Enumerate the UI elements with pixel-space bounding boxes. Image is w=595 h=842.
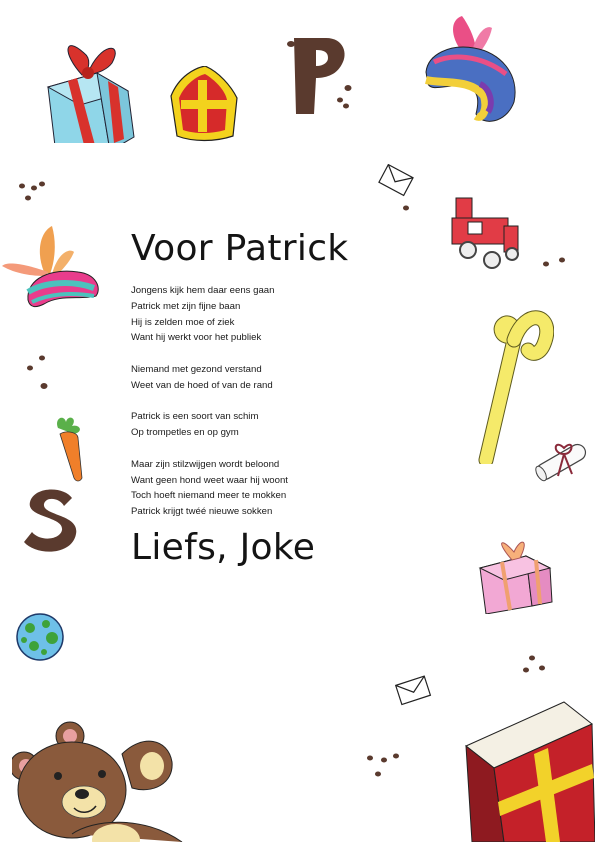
scroll-icon	[528, 436, 594, 488]
poem-line: Jongens kijk hem daar eens gaan	[131, 285, 275, 296]
stanza-4	[131, 457, 391, 520]
poem-line: Want geen hond weet waar hij woont	[131, 474, 288, 486]
poem-line: Maar zijn stilzwijgen wordt beloond	[131, 458, 280, 470]
poem-line: Patrick met zijn fijne baan	[131, 300, 241, 312]
carrot-icon	[48, 414, 94, 482]
poem-line: Weet van de hoed of van de rand	[131, 379, 273, 391]
toy-train-icon	[450, 196, 526, 272]
book-icon	[462, 694, 595, 842]
poem-line: Op trompetles en op gym	[131, 427, 239, 439]
pieten-cap-icon	[420, 14, 524, 134]
gift-icon	[42, 33, 138, 143]
mitre-icon	[165, 66, 245, 148]
poem-line: Want hij werkt voor het publiek	[131, 332, 262, 344]
poem-line: Toch hoeft niemand meer te mokken	[131, 490, 287, 502]
chocolate-letter-s-icon	[20, 484, 82, 556]
poem-title: Voor Patrick	[131, 228, 349, 269]
poem-line: Niemand met gezond verstand	[131, 363, 262, 375]
poem-line: Patrick is een soort van schim	[131, 411, 259, 423]
crumbs-icon	[24, 352, 58, 392]
envelope-icon	[378, 164, 416, 212]
stanza-1	[131, 283, 391, 346]
envelope-icon	[394, 672, 434, 708]
crumbs-icon	[18, 180, 48, 204]
stanza-3	[131, 409, 391, 441]
poem-line: Hij is zelden moe of ziek	[131, 316, 235, 328]
crumbs-icon	[364, 752, 404, 782]
teddy-bear-icon	[12, 714, 184, 842]
stanza-2	[131, 362, 391, 394]
feather-cap-icon	[0, 222, 104, 320]
chocolate-letter-p-icon	[282, 34, 358, 118]
small-gift-icon	[476, 532, 556, 614]
poem-line: Patrick krijgt twéé nieuwe sokken	[131, 506, 273, 518]
crumbs-icon	[540, 254, 570, 274]
globe-ball-icon	[14, 612, 66, 662]
poem-body	[131, 283, 391, 536]
signature: Liefs, Joke	[131, 527, 316, 568]
crumbs-icon	[522, 654, 552, 678]
